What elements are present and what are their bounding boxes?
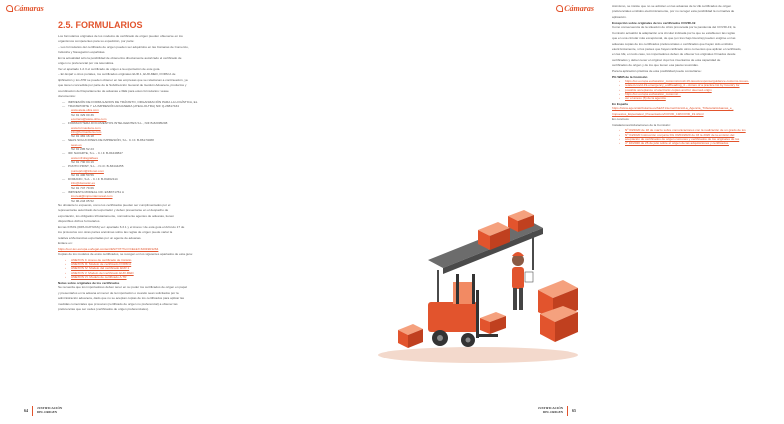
- text-line: – En Expaf u otros portales, los certificados originales EUR.1, EUR-MED, FORM A de: [58, 72, 176, 77]
- text-line: que tienen concedida por parte de la Subdirección General de Gestión Aduanera, productos y: [58, 83, 187, 88]
- page-footer: [538, 406, 576, 416]
- text-line: Enlace en:: [58, 241, 73, 246]
- left-column: [58, 20, 234, 312]
- text-line: No obstante lo expuesto, como los certificados pueden ser cumplimentados por el: [58, 202, 171, 207]
- company-line: Tel 91 400 50 56: [71, 172, 94, 177]
- logo-icon: [6, 5, 13, 12]
- closing-text: [58, 203, 234, 251]
- ue-link: › https://ec.europa.eu/taxation_customs/...: [612, 92, 784, 96]
- company-line: Tel 91 295 52 23: [71, 147, 94, 152]
- company-link: www.infrofagrafiaes: [71, 155, 98, 160]
- page-number: 64: [24, 408, 28, 414]
- company-line: — PUNTO PRINT, S.L. - N.I.F. B-83444255: [58, 164, 234, 168]
- text-line: En las INTAS (IDPLICATIVAS) ver: apartado 6.3.1 y el Anexo I de esta guía el Artículo 17 de: [58, 224, 185, 229]
- text-line: documentos:: [58, 94, 76, 99]
- ue-heading: PG WEB de la Comisión: [612, 74, 648, 79]
- text-line: relativa a Mercancías exportadas por un agente de aduanas.: [58, 235, 142, 240]
- ue-link: › ver el anexo (6) de la agencia: [612, 96, 784, 100]
- text-line: Los formularios originales de los modelos de certificado de origen pueden obtenerse en los: [58, 34, 183, 38]
- footer-divider: [567, 406, 568, 416]
- section-heading: 2.5. FORMULARIOS: [58, 20, 143, 30]
- annex-link: › ANEXOS III. Modelo de certificado FORM A: [58, 262, 234, 266]
- footer-divider: [32, 406, 33, 416]
- logo-text: Cámaras: [14, 4, 44, 13]
- text-line: organismos competentes para su expedición, por parte:: [58, 39, 135, 44]
- footer-title: [538, 407, 563, 415]
- text-line: tipificación y los ATR se pueden obtener en las empresas que se relacionan a continuación, ya: [58, 77, 188, 82]
- footer-title-line1: JUSTIFICACIÓN: [537, 406, 563, 411]
- company-link: info@domanic.es: [71, 181, 95, 186]
- text-line: y presentarlos en la aduana al menor de la importación o cuando sean solicitados por la: [58, 290, 179, 295]
- text-line: aduanas copias de los certificados preferenciales o certificados que hayan sido emitidos: [612, 41, 733, 46]
- company-link: seas.es: [71, 142, 82, 147]
- text-line: – Los formularios del certificado de origen pueden ser adquiridos en las Cámaras de Comercio,: [58, 44, 189, 49]
- es-item-link: › Nº 03/2020 de 18 de marzo sobre comunicaciones con la realización de un grado de los: [612, 128, 784, 132]
- text-line: en las UE, en todo caso, los importadores deben de obtener los originales firmados desde: [612, 52, 736, 57]
- text-line: certificados de origen y de los que tienen esa pauta resumidas.: [612, 63, 699, 68]
- es-item-link: › Nº 04/2020 Instrucción conjunta DG 03/04/2020 de 03 la 2020 de la emisión del: [612, 133, 784, 137]
- annex-link: › ANEXOS VI. Modelo de certificado A.TR: [58, 275, 234, 279]
- text-line: exportación, los obligados tributariamente, normalmente agentes de aduanas, tienen: [58, 213, 175, 218]
- es-line: En concreto:: [612, 117, 630, 122]
- company-link: imoreal@imprentamoreal.com: [71, 194, 113, 199]
- ue-link: › https://ec.europa.eu/taxation_customs/covid-19-taxud-response/guidance-customs-issues-: [612, 79, 784, 83]
- text-line: Comisión actualizó la adaptación a la circular indicada por la que se establecen las reglas: [612, 30, 735, 35]
- left-page: [0, 0, 300, 424]
- annex-link: › ANEXOS V. Modelo del certificado EUR-MED: [58, 271, 234, 275]
- package-icon: [480, 312, 506, 334]
- text-line: preferenciales emitidos electrónicamente, por no recoger esta posibilidad la normativa de: [612, 9, 735, 14]
- es-item-link: › nº 10/2020 de 26 de julio sobre el origen de las adquisiciones y certificados.: [612, 141, 784, 145]
- text-line: electrónicamente, si los países que hayan ratificado otros convenios que aplican el certificado,: [612, 47, 742, 51]
- brand-logo: [6, 4, 44, 13]
- text-line: Ver el apartado 1.2.3 el certificado de origen a la exportación de este guía.: [58, 66, 161, 71]
- right-column: [612, 4, 784, 145]
- company-link: www.formaxitera.com: [71, 125, 101, 130]
- notes-heading: Notas sobre originales de los certificados: [58, 280, 120, 285]
- footer-title-line2: DEL ORIGEN: [37, 410, 58, 414]
- company-link: www.ateia-oltra.com: [71, 108, 99, 113]
- company-line: Tel 91 329 00 36: [71, 112, 94, 117]
- company-line: — DOMANIC, S.A. - C.I.F. B-84462114: [58, 177, 234, 181]
- company-line: — FORMAXITERA DOCUMENTOS INTELIGENTES S.L., NIF B-82095208: [58, 121, 234, 125]
- es-items: [612, 128, 784, 145]
- intro-text: [612, 4, 784, 19]
- footer-title: [37, 407, 62, 415]
- company-link: info@formaxitera.com: [71, 129, 102, 134]
- es-line: Instalaciones/Aclaraciones de la Comisión:: [612, 122, 671, 127]
- floor-shadow: [378, 347, 578, 363]
- package-icon: [398, 324, 423, 348]
- company-line: — IMPRENTA MOREAL CIF. ESB371761 A: [58, 190, 234, 194]
- es-links: [612, 106, 784, 127]
- es-line: Impuestos_Especiales/_Presentacion/COVID_19/COVID_19.shtml: [612, 111, 704, 116]
- ue-link: › related-covid-19-emergency_en#heading_4 – Annex of a practice list by Country for: [612, 83, 784, 87]
- text-line: certificados y deben tener el original. Aquí los inventarios de esta capacidad de: [612, 57, 721, 62]
- text-line: que en una circular más excepcional, de que (en tres bajo licencia) pueden exigirse en las: [612, 36, 736, 41]
- company-list: [58, 100, 234, 203]
- text-line: administración aduanera, dado que no se aceptan copias de los certificados para aplicar las: [58, 296, 185, 301]
- footer-title-line2: DEL ORIGEN: [542, 410, 563, 414]
- notes-text: [58, 285, 234, 311]
- company-link: ecotrans@ateia-oltra.com: [71, 117, 107, 121]
- reference-link: https://eur-lex.europa.eu/legal-content/ES/TXT/?uri=CELEX:32019R1264: [58, 246, 159, 251]
- text-line: aplicación.: [612, 14, 627, 19]
- ue-links: [612, 79, 784, 100]
- text-line: coordinación del Departamento de aduanas e IIEE para estos formularios: véase: [58, 88, 169, 93]
- es-item-link: › aceptación de certificados de origen comunes y certificados de los originales de los: [612, 137, 784, 141]
- company-line: Tel 91 730 04 19: [71, 159, 94, 164]
- logo-text: Cámaras: [564, 4, 594, 13]
- annex-link: › ANEXOS II. Anexo de certificado de tránsito: [58, 258, 234, 262]
- company-line: — SEAS SOLUCIONES DE IMPRESIÓN, S.L. C.I.F. B-86174088: [58, 138, 234, 142]
- page-number: 65: [572, 408, 576, 414]
- company-line: — IMPRESIÓN DE FORMULARIOS DE TRÁNSITO, ORGANIZACIÓN PARA LA LOGÍSTICA, EL: [58, 100, 234, 104]
- logo-icon: [556, 5, 563, 12]
- annex-list: [58, 258, 234, 279]
- company-line: — TRANSPORTE Y LA IMPRESIÓN ADUANERA (ATEIA-OLTRA) NIF Q-28817434: [58, 104, 234, 108]
- brand-logo: [556, 4, 594, 13]
- warehouse-illustration: [368, 190, 588, 370]
- text-line: Industria y Navegación españolas.: [58, 50, 106, 55]
- extra-text: Para la aplicación práctica de esta posibilidad puede consultarse:: [612, 68, 702, 73]
- footer-title-line1: JUSTIFICACIÓN: [37, 406, 63, 411]
- annex-link: › ANEXOS IV. Modelo del certificado EUR.1: [58, 266, 234, 270]
- text-line: Como consecuencia de la situación de crisis provocada por la pandemia del COVID-19, la: [612, 25, 736, 30]
- text-line: Se recuerda que los importadores deben tener en su poder los certificados de origen en papel: [58, 285, 187, 290]
- text-line: origen no preferencial por vía telemática.: [58, 61, 115, 66]
- covid-heading: Excepción sobre originales de los certificados COVID-19: [612, 20, 696, 25]
- es-line: https://www.agenciatributaria.es/AEAT.internet/Inicio/La_Agencia_Tributaria/Aduanas_e_: [612, 106, 734, 111]
- text-line: disponibles dichos formularios.: [58, 219, 101, 224]
- intro-text: [58, 34, 234, 99]
- company-link: puntoprint@infonet.com: [71, 168, 104, 173]
- company-line: Tel 91 747 79 66: [71, 185, 94, 190]
- text-line: los protocolos con otras partes anónimas sobre las reglas de origen puede variar la: [58, 230, 173, 235]
- package-stack-icon: [538, 280, 578, 342]
- es-heading: En España: [612, 102, 628, 107]
- text-line: representante autorizado del exportador y deben presentarse en el despacho de: [58, 208, 169, 213]
- page-footer: [24, 406, 62, 416]
- company-line: Tel 91 481 16 18: [71, 134, 94, 139]
- text-line: medidas comerciales que provocan (certificado de origen no preferencial) a obtener las: [58, 301, 178, 306]
- covid-text: [612, 25, 784, 68]
- company-line: — IDF NAVARTE, S.L. - C.I.F. B-84448847: [58, 151, 234, 155]
- worker-figure: [512, 252, 533, 310]
- ue-link: › possible acceptance of electronic-copies and for deemed-origin: [612, 88, 784, 92]
- text-line: preferencias que ser cedes (certificados de origen preferenciales).: [58, 307, 149, 311]
- text-line: En la actualidad sólo la posibilidad de obtenerlos directamente autorizado el certificado de: [58, 55, 182, 60]
- text-line: Asimismo, se insiste que no se admiten en las aduanas de la UE certificados de origen: [612, 4, 732, 8]
- company-line: Tel 96.243 05 52: [71, 198, 94, 203]
- annex-intro: Copias de los modelos de estos certificados, se recogen en los siguientes apartados de esta guía:: [58, 252, 193, 257]
